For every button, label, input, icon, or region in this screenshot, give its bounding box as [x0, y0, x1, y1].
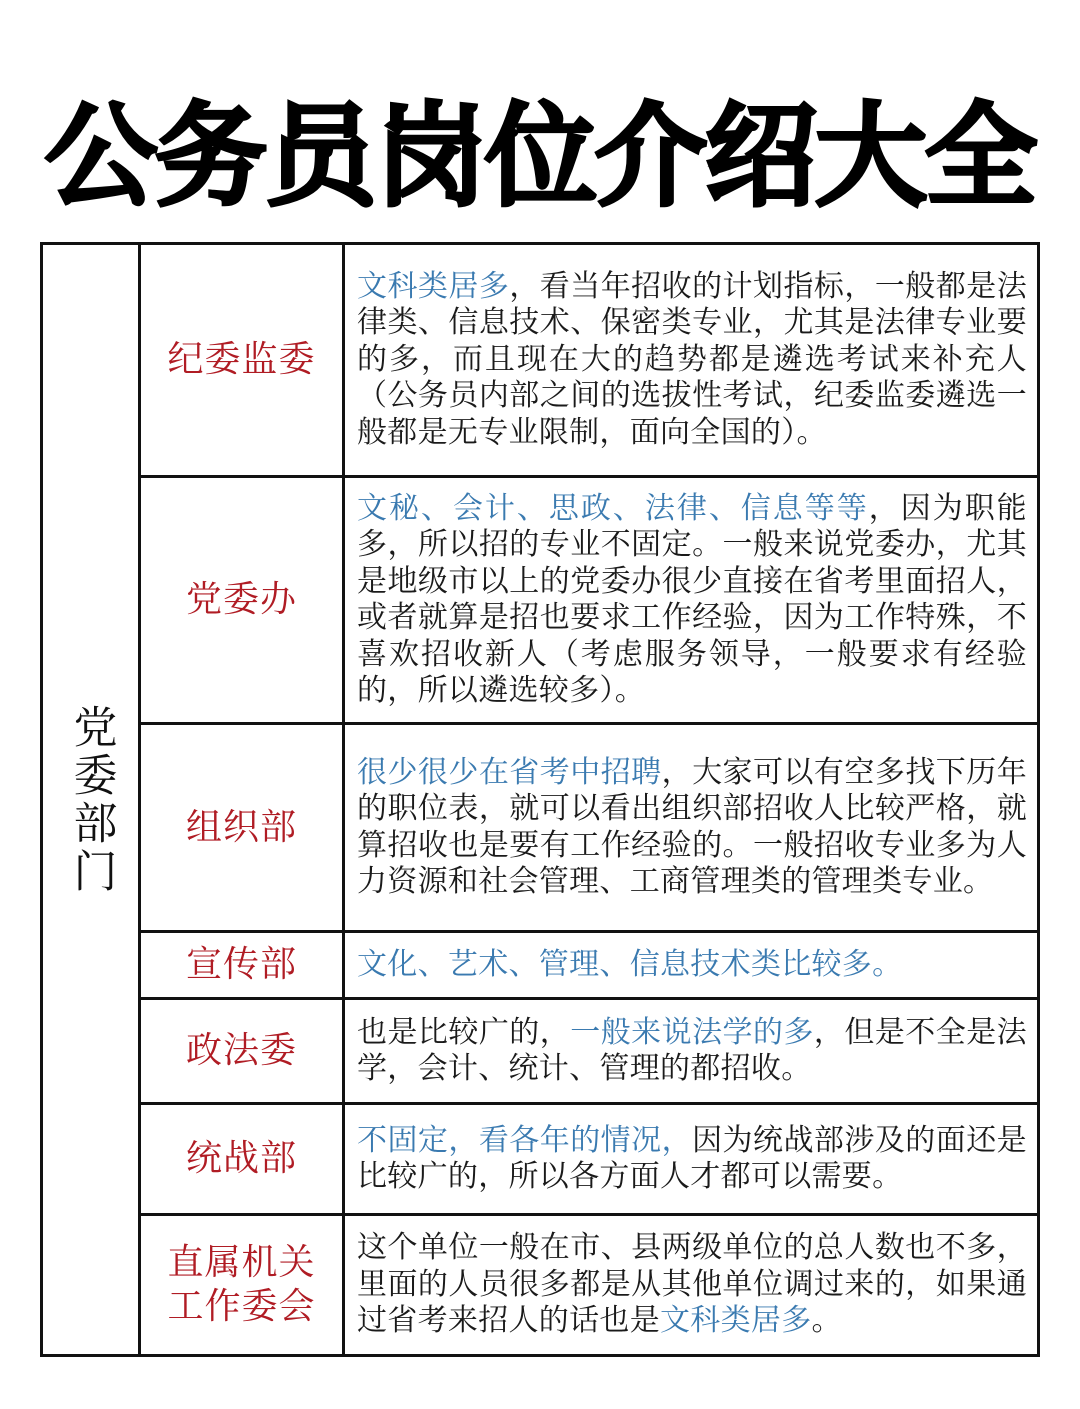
category-label: 党委部门: [65, 703, 117, 896]
table-rows: [141, 245, 1037, 1354]
highlight-text: 很少很少在省考中招聘: [357, 754, 662, 790]
highlight-text: 一般来说法学的多: [570, 1014, 814, 1050]
dept-name: 党委办: [141, 478, 345, 722]
description-text: ，因为职能多，所以招的专业不固定。一般来说党委办，尤其是地级市以上的党委办很少直接在省考里面招人，或者就算是招也要求工作经验，因为工作特殊，不喜欢招收新人（考虑服务领导，一般要求有经验的，所以遴选较多）。: [357, 490, 1027, 708]
description-text: 。: [811, 1303, 842, 1339]
dept-description: [345, 245, 1037, 475]
dept-name: [141, 1216, 345, 1354]
table-row: [141, 1105, 1037, 1216]
page-title: 公务员岗位介绍大全: [45, 92, 1035, 222]
highlight-text: 文科类居多: [357, 268, 510, 304]
description-text: 因为统战部涉及的面还是比较广的，所以各方面人才都可以需要。: [357, 1122, 1027, 1194]
table-row: [141, 1216, 1037, 1354]
dept-description: [345, 1105, 1037, 1213]
highlight-text: 文秘、会计、思政、法律、信息等等: [357, 490, 869, 526]
dept-name-line: 直属机关: [167, 1242, 316, 1283]
highlight-text: 文化、艺术、管理、信息技术类比较多。: [357, 946, 903, 982]
table-row: [141, 478, 1037, 725]
highlight-text: 文科类居多: [660, 1303, 812, 1339]
highlight-text: 不固定，看各年的情况，: [357, 1122, 693, 1158]
table-row: [141, 933, 1037, 1000]
dept-description: [345, 478, 1037, 722]
description-text: ，但是不全是法学，会计、统计、管理的都招收。: [357, 1014, 1027, 1086]
table-row: [141, 725, 1037, 933]
description-text: ，大家可以有空多找下历年的职位表，就可以看出组织部招收人比较严格，就算招收也是要有工作经验的。一般招收专业多为人力资源和社会管理、工商管理类的管理类专业。: [357, 754, 1028, 899]
dept-name: 政法委: [141, 1000, 345, 1102]
dept-description: [345, 1000, 1037, 1102]
description-text: 这个单位一般在市、县两级单位的总人数也不多，里面的人员很多都是从其他单位调过来的，如果通过省考来招人的话也是: [357, 1230, 1027, 1339]
dept-description: [345, 933, 1037, 997]
table-row: [141, 245, 1037, 478]
dept-name: 组织部: [141, 725, 345, 930]
dept-description: [345, 725, 1037, 930]
description-text: ，看当年招收的计划指标，一般都是法律类、信息技术、保密类专业，尤其是法律专业要的多，而且现在大的趋势都是遴选考试来补充人（公务员内部之间的选拔性考试，纪委监委遴选一般都是无专业限制，面向全国的）。: [357, 268, 1027, 450]
dept-description: [345, 1216, 1037, 1354]
dept-name: 统战部: [141, 1105, 345, 1213]
positions-table: [40, 242, 1040, 1357]
description-text: 也是比较广的，: [357, 1014, 571, 1050]
dept-name: 纪委监委: [141, 245, 345, 475]
category-cell: [43, 245, 141, 1354]
dept-name-line: 工作委会: [167, 1286, 316, 1327]
dept-name: 宣传部: [141, 933, 345, 997]
table-row: [141, 1000, 1037, 1105]
